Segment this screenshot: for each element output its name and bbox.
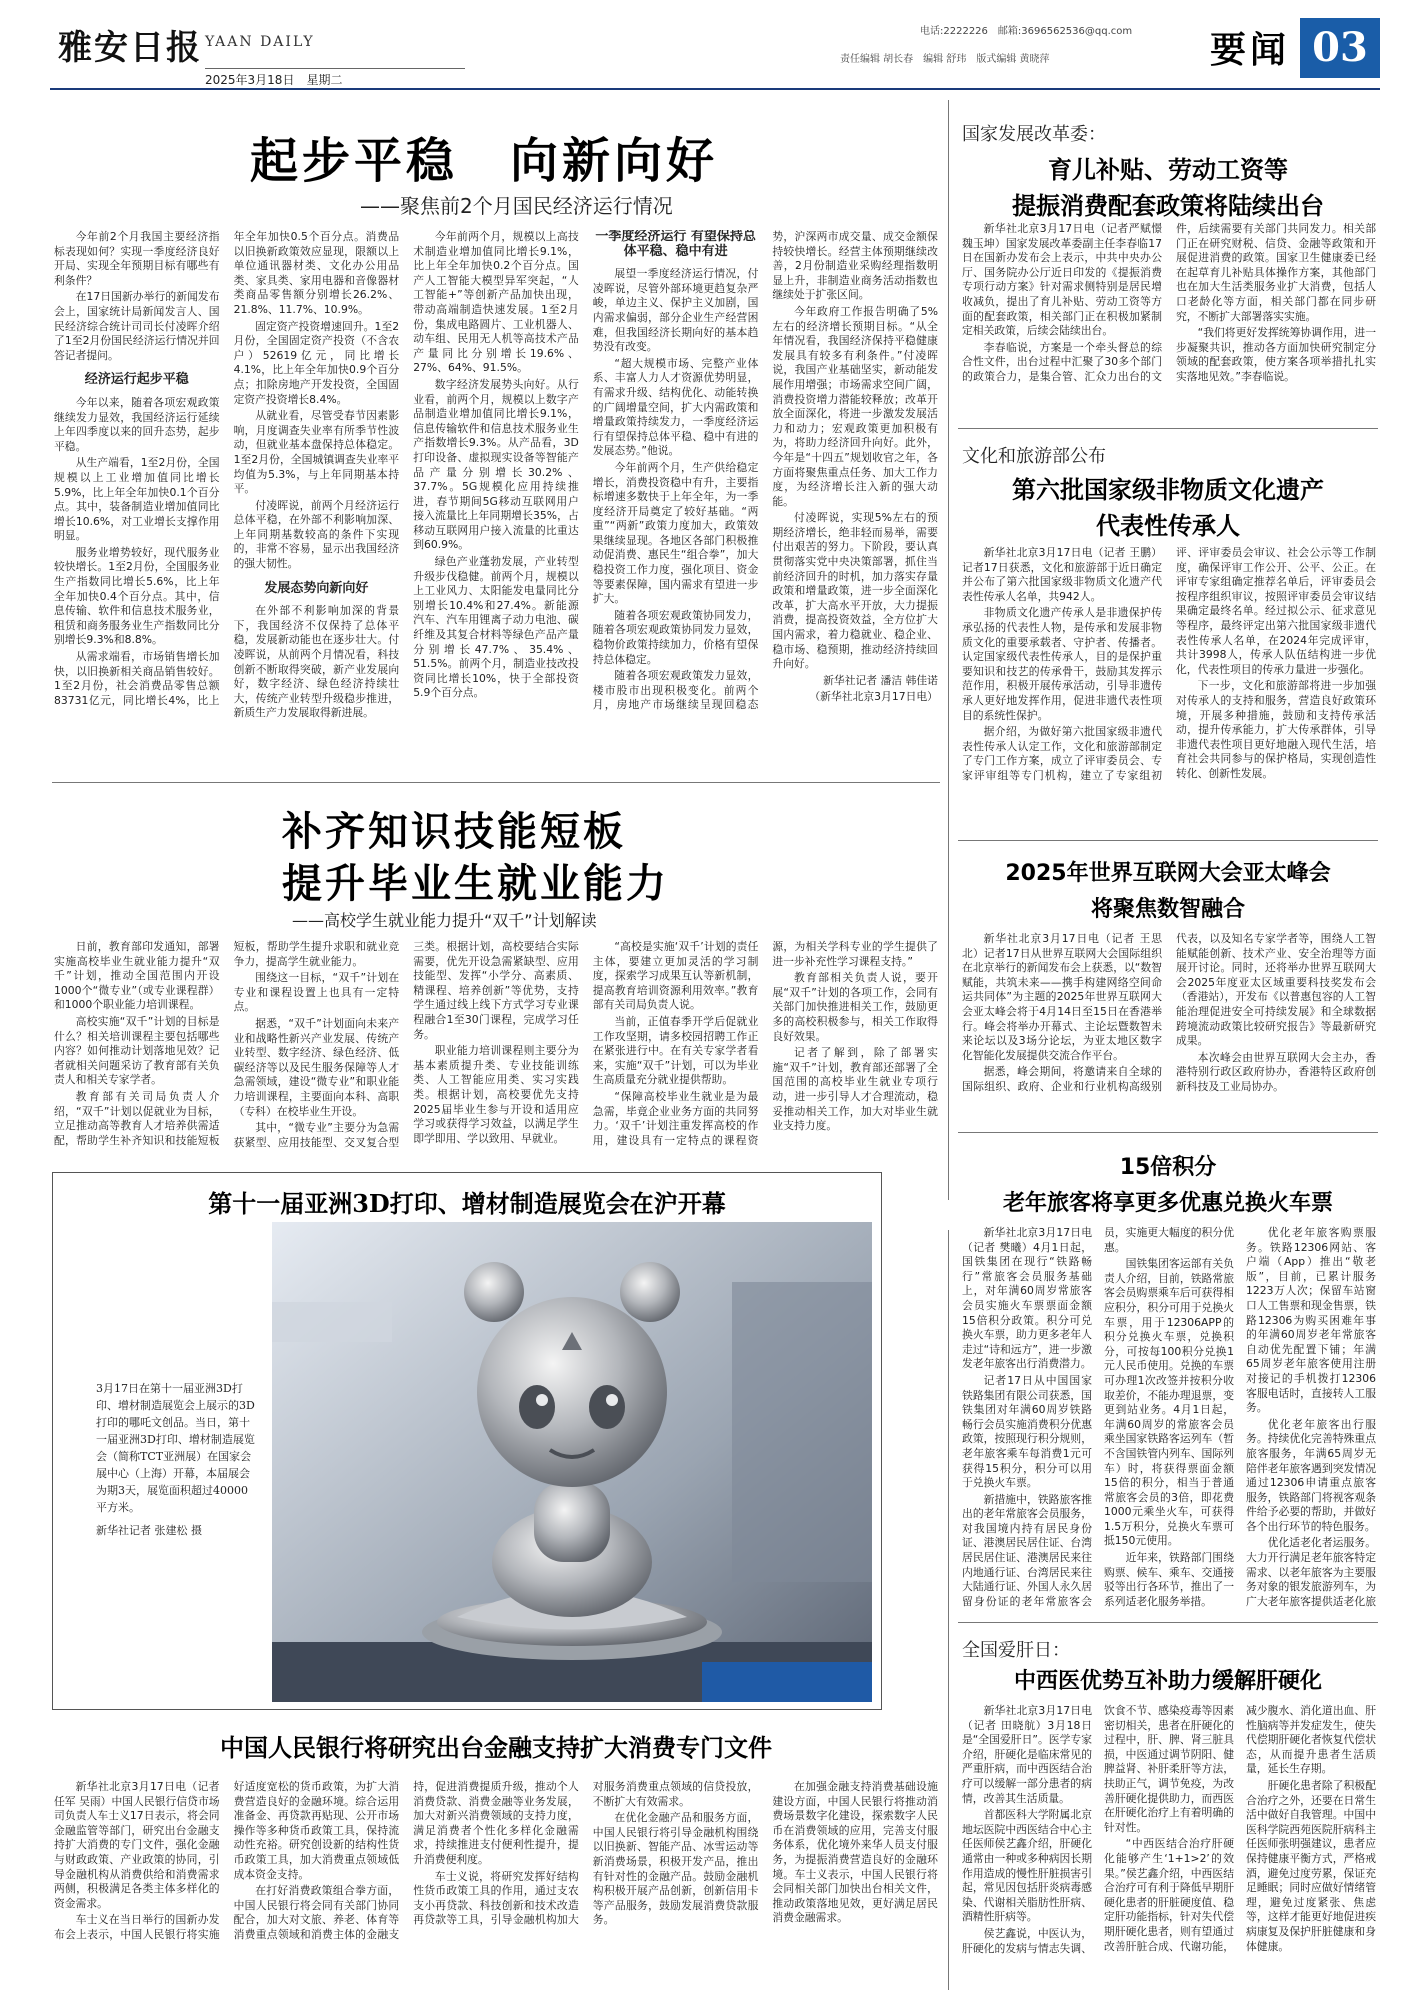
news-photo — [272, 1222, 872, 1702]
article7-title: 中西医优势互补助力缓解肝硬化 — [1013, 1669, 1322, 1694]
article3-body: 新华社北京3月17日电（记者 王鹏）记者17日获悉，文化和旅游部于近日确定并公布了第六批国家级非物质文化遗产代表性传承人名单，共942人。 非物质文化遗产传承人是非遗保护传承弘扬的代表性人物，是传承和发展非物质文化的重要承载者、守护者、传播者。认定国家级代表性传承人，目的是保护重要知识和技艺的传承骨干，鼓励其发挥示范作用，积极开展传承活动，引导非遗传承人更好地发挥作用，促进非遗代表性项目的系统性保护。 据介绍，为做好第六批国家级非遗代表性传承人认定工作，文化和旅游部制定了专门工作方案，成立了评审委员会、专家评审组等专门机构，建立了专家组初评、评审委员会审议、社会公示等工作制度，确保评审工作公开、公平、公正。在评审专家组确定推荐名单后，评审委员会按程序组织审议，按照评审委员会审议结果确定最终名单。经过拟公示、征求意见等程序，最终评定出第六批国家级非遗代表性传承人名单，在2024年完成评审，共计3998人，传承人队伍结构进一步优化，代表性项目的传承力量进一步强化。 下一步，文化和旅游部将进一步加强对传承人的支持和服务，营造良好政策环境，开展多种措施，鼓励和支持传承活动，提升传承能力，扩大传承群体，引导非遗代表性项目更好地融入现代生活，培育社会共同参与的保护格局，实现创造性转化、创新性发展。 — [962, 546, 1376, 782]
article5-title-line1: 补齐知识技能短板 — [282, 808, 626, 855]
article2-kicker: 国家发展改革委： — [962, 124, 1106, 145]
column-divider — [948, 1230, 949, 1990]
article3-title-line1: 第六批国家级非物质文化遗产 — [1012, 476, 1324, 504]
article2-title-line1: 育儿补贴、劳动工资等 — [1048, 156, 1288, 184]
photo-caption: 3月17日在第十一届亚洲3D打印、增材制造展览会上展示的3D打印的哪吒文创品。当日，第十一届亚洲3D打印、增材制造展览会（简称TCT亚洲展）在国家会展中心（上海）开幕，本届展会为期3天，展览面积超过40000平方米。 新华社记者 张建松 摄 — [96, 1382, 255, 1537]
section-divider — [52, 782, 940, 783]
article2-body: 新华社北京3月17日电（记者严赋憬 魏玉坤）国家发展改革委副主任李春临17日在国新办发布会上表示，中共中央办公厅、国务院办公厅近日印发的《提振消费专项行动方案》针对需求侧特别是居民增收减负，提出了育儿补贴、劳动工资等方面的配套政策，相关部门正在积极加紧制定相关政策，后续会陆续出台。 李春临说，方案是一个牵头督总的综合性文件，出台过程中汇聚了30多个部门的政策合力，是集合管、汇众力出台的文件，后续需要有关部门共同发力。相关部门正在研究财税、信贷、金融等政策和开展促进消费的政策。国家卫生健康委已经在起草育儿补贴具体操作方案，其他部门也在加大生活类服务业扩大消费，包括人口老龄化等方面，相关部门都在同步研究，不断扩大部署落实实施。 “我们将更好发挥统筹协调作用，进一步凝聚共识，推动各方面加快研究制定分领域的配套政策，使方案各项举措扎扎实实落地见效。”李春临说。 — [962, 222, 1376, 383]
article1-subtitle: ——聚焦前2个月国民经济运行情况 — [360, 194, 673, 218]
article4-title-line1: 2025年世界互联网大会亚太峰会 — [1005, 861, 1331, 886]
newspaper-english-name: YAAN DAILY — [205, 34, 315, 50]
issue-date: 2025年3月18日 星期二 — [205, 68, 465, 88]
contact-info: 电话:2222226 邮箱:3696562536@qq.com — [920, 26, 1133, 37]
section-divider — [958, 840, 1378, 841]
photo-news-title: 第十一届亚洲3D打印、增材制造展览会在沪开幕 — [208, 1189, 726, 1218]
section-divider — [958, 428, 1378, 429]
article5-body: 日前，教育部印发通知，部署实施高校毕业生就业能力提升“双千”计划，推动全国范围内开设1000个“微专业”（或专业课程群）和1000个职业能力培训课程。 高校实施“双千”计划的目标是什么？相关培训课程主要包括哪些内容？如何推动计划落地见效？记者就相关问题采访了教育部有关负责人和相关专家学者。 教育部有关司局负责人介绍，“双千”计划以促就业为目标，立足推动高等教育人才培养供需适配，帮助学生补齐知识和技能短板短板，帮助学生提升求职和就业竞争力，提高学生就业能力。 围绕这一目标，“双千”计划在专业和课程设置上也具有一定特点。 据悉，“双千”计划面向未来产业和战略性新兴产业发展、传统产业转型、数字经济、绿色经济、低碳经济等以及民生服务保障等人才急需领域，建设“微专业”和职业能力培训课程，主要面向本科、高职（专科）在校毕业生开设。 其中，“微专业”主要分为急需获紧型、应用技能型、交叉复合型三类。根据计划，高校要结合实际需要，优先开设急需紧缺型、应用技能型、发挥“小学分、高素质、精课程、培养创新”等优势，支持学生通过线上线下方式学习专业课程融合1至30门课程，完成学习任务。 职业能力培训课程则主要分为基本素质提升类、专业技能训练类、人工智能应用类、实习实践类。根据计划，高校要优先支持2025届毕业生参与开设和适用应学习或获得学习效益，以满足学生即学即用、学以致用、早就业。 “高校是实施‘双千’计划的责任主体，要建立更加灵活的学习制度，探索学习成果互认等新机制，提高教育培训资源利用效率。”教育部有关司局负责人说。 当前，正值春季开学后促就业工作攻坚期，请多校园招聘工作正在紧张进行中。在有关专家学者看来，实施“双千”计划，可以为毕业生高质量充分就业提供帮助。 “保障高校毕业生就业是为最急需，毕竟企业业务方面的共同努力。‘双千’计划注重发挥高校的作用，建设具有一定特点的课程资源，为相关学科专业的学生提供了进一步补充性学习课程支持。” 教育部相关负责人说，要开展“双千”计划的各项工作，会同有关部门加快推进相关工作，鼓励更多的高校积极参与，相关工作取得良好效果。 记者了解到，除了部署实施“双千”计划，教育部还部署了全国范围的高校毕业生就业专项行动，进一步引导人才合理流动，稳妥推动相关工作，加大对毕业生就业支持力度。 — [54, 940, 938, 1149]
article5-subtitle: ——高校学生就业能力提升“双千”计划解读 — [292, 911, 597, 930]
article3-title-line2: 代表性传承人 — [1096, 512, 1240, 540]
article6-title-line1: 15倍积分 — [1119, 1155, 1217, 1180]
column-divider — [948, 100, 949, 1200]
article5-title-line2: 提升毕业生就业能力 — [282, 860, 669, 907]
section-name: 要闻 — [1209, 30, 1290, 71]
article3-kicker: 文化和旅游部公布 — [962, 446, 1106, 467]
masthead — [50, 8, 1380, 90]
3d-printed-figure-illustration — [272, 1222, 872, 1702]
article1-body: 今年前2个月我国主要经济指标表现如何？实现一季度经济良好开局、实现全年预期目标有哪些有利条件？ 在17日国新办举行的新闻发布会上，国家统计局新闻发言人、国民经济综合统计司司长付凌晖介绍了1至2月份国民经济运行情况并回答记者提问。 经济运行起步平稳 今年以来，随着各项宏观政策继续发力显效，我国经济运行延续上年四季度以来的回升态势，起步平稳。 从生产端看，1至2月份，全国规模以上工业增加值同比增长5.9%，比上年全年加快0.1个百分点。其中，装备制造业增加值同比增长10.6%，对工业增长支撑作用明显。 服务业增势较好，现代服务业较快增长。1至2月份，全国服务业生产指数同比增长5.6%，比上年全年加快0.4个百分点。其中，信息传输、软件和信息技术服务业，租赁和商务服务业生产指数同比分别增长9.3%和8.8%。 从需求端看，市场销售增长加快，以旧换新相关商品销售较好。1至2月份，社会消费品零售总额83731亿元，同比增长4%，比上年全年加快0.5个百分点。消费品以旧换新政策效应显现，限额以上单位通讯器材类、文化办公用品类、家具类、家用电器和音像器材类商品零售额分别增长26.2%、21.8%、11.7%、10.9%。 固定资产投资增速回升。1至2月份，全国固定资产投资（不含农户）52619亿元，同比增长4.1%，比上年全年加快0.9个百分点；扣除房地产开发投资，全国固定资产投资增长8.4%。 从就业看，尽管受春节因素影响，月度调查失业率有所季节性波动，但就业基本盘保持总体稳定。1至2月份，全国城镇调查失业率平均值为5.3%，与上年同期基本持平。 付凌晖说，前两个月经济运行总体平稳，在外部不利影响加深、上年同期基数较高的条件下实现的，非常不容易，显示出我国经济的强大韧性。 发展态势向新向好 在外部不利影响加深的背景下，我国经济不仅保持了总体平稳，发展新动能也在逐步壮大。付凌晖说，从前两个月情况看，科技创新不断取得突破，新产业发展向好，数字经济、绿色经济持续壮大，传统产业转型升级稳步推进，新质生产力发展取得新进展。 今年前两个月，规模以上高技术制造业增加值同比增长9.1%，比上年全年加快0.2个百分点。国产人工智能大模型异军突起，“人工智能+”等创新产品加快出现，带动高端制造快速发展。1至2月份，集成电路圆片、工业机器人、动车组、民用无人机等高技术产品产量同比分别增长19.6%、27%、64%、91.5%。 数字经济发展势头向好。从行业看，前两个月，规模以上数字产品制造业增加值同比增长9.1%，信息传输软件和信息技术服务业生产指数增长9.3%。从产品看，3D打印设备、虚拟现实设备等智能产品产量分别增长30.2%、37.7%。5G规模化应用持续推进，春节期间5G移动互联网用户接入流量比上年同期增长35%，占移动互联网用户接入流量的比重达到60.9%。 绿色产业蓬勃发展，产业转型升级步伐稳健。前两个月，规模以上工业风力、太阳能发电量同比分别增长10.4%和27.4%。新能源汽车、汽车用锂离子动力电池、碳纤维及其复合材料等绿色产品产量分别增长47.7%、35.4%、51.5%。前两个月，制造业技改投资同比增长10%，快于全部投资5.9个百分点。 一季度经济运行 有望保持总体平稳、稳中有进 展望一季度经济运行情况，付凌晖说，尽管外部环境更趋复杂严峻，单边主义、保护主义加剧，国内需求偏弱，部分企业生产经营困难，但我国经济长期向好的基本趋势没有改变。 “超大规模市场、完整产业体系、丰富人力人才资源优势明显，有需求升级、结构优化、动能转换的广阔增量空间，扩大内需政策和增量政策持续发力，一季度经济运行有望保持总体平稳、稳中有进的发展态势。”他说。 今年前两个月，生产供给稳定增长，消费投资稳中有升，主要指标增速多数快于上年全年，为一季度经济开局奠定了较好基础。“两重”“两新”政策力度加大，政策效果继续显现。各地区各部门积极推动促消费、惠民生“组合拳”，加大稳投资工作力度，强化项目、资金等要素保障，国内需求有望进一步扩大。 随着各项宏观政策协同发力，随着各项宏观政策协同发力显效，稳物价政策持续加力，价格有望保持总体稳定。 随着各项宏观政策发力显效，楼市股市出现积极变化。前两个月，房地产市场继续呈现回稳态势，沪深两市成交量、成交金额保持较快增长。经营主体预期继续改善，2月份制造业采购经理指数明显上升，非制造业商务活动指数也继续处于扩张区间。 今年政府工作报告明确了5%左右的经济增长预期目标。“从全年情况看，我国经济保持平稳健康发展具有较多有利条件。”付凌晖说，我国产业基础坚实，新动能发展作用增强；市场需求空间广阔，消费投资增力潜能较释放；改革开放全面深化，将进一步激发发展活力和动力；宏观政策更加积极有为，将助力经济回升向好。此外，今年是“十四五”规划收官之年，各方面将聚焦重点任务、加大工作力度，为经济增长注入新的强大动能。 付凌晖说，实现5%左右的预期经济增长，绝非轻而易举，需要付出艰苦的努力。下阶段，要认真贯彻落实党中央决策部署，抓住当前经济回升的时机，加力落实存量政策和增量政策，进一步全面深化改革，扩大高水平开放，大力提振消费，提高投资效益，全方位扩大国内需求，着力稳就业、稳企业、稳市场、稳预期，推动经济持续回升向好。 新华社记者 潘洁 韩佳诺 （新华社北京3月17日电） — [54, 230, 938, 720]
article7-kicker: 全国爱肝日： — [962, 1640, 1070, 1661]
article9-body: 新华社北京3月17日电（记者 任军 吴雨）中国人民银行信贷市场司负责人车士义17日表示，将会同金融监管等部门，研究出台金融支持扩大消费的专门文件，强化金融与财政政策、产业政策的协同，引导金融机构从消费供给和消费需求两侧，积极满足各类主体多样化的资金需求。 车士义在当日举行的国新办发布会上表示，中国人民银行将实施好适度宽松的货币政策，为扩大消费营造良好的金融环境。综合运用准备金、再贷款再贴现、公开市场操作等多种货币政策工具，保持流动性充裕。研究创设新的结构性货币政策工具，加大消费重点领域低成本资金支持。 在打好消费政策组合拳方面，中国人民银行将会同有关部门协同配合，加大对文旅、养老、体育等消费重点领域和消费主体的金融支持，促进消费提质升级，推动个人消费贷款、消费金融等业务发展，加大对新兴消费领域的支持力度，满足消费者个性化多样化金融需求，持续推进支付便利性提升，提升消费便利度。 车士义说，将研究发挥好结构性货币政策工具的作用，通过支农支小再贷款、科技创新和技术改造再贷款等工具，引导金融机构加大对服务消费重点领域的信贷投放，不断扩大有效需求。 在优化金融产品和服务方面，中国人民银行将引导金融机构围绕以旧换新、智能产品、冰雪运动等新消费场景，积极开发产品，推出有针对性的金融产品。鼓励金融机构积极开展产品创新，创新信用卡等产品服务，鼓励发展消费贷款服务。 在加强金融支持消费基础设施建设方面，中国人民银行将推动消费场景数字化建设，探索数字人民币在消费领域的应用，完善支付服务体系，优化境外来华人员支付服务，为提振消费营造良好的金融环境。车士义表示，中国人民银行将会同相关部门加快出台相关文件，推动政策落地见效，更好满足居民消费金融需求。 — [54, 1780, 938, 1941]
article2-title-line2: 提振消费配套政策将陆续出台 — [1012, 192, 1324, 220]
article4-title-line2: 将聚焦数智融合 — [1090, 897, 1245, 922]
editor-credits: 责任编辑 胡长春 编辑 舒玮 版式编辑 黄晓萍 — [840, 54, 1050, 65]
page-number: 03 — [1300, 18, 1380, 78]
article9-title: 中国人民银行将研究出台金融支持扩大消费专门文件 — [220, 1734, 772, 1762]
article6-body: 新华社北京3月17日电（记者 樊曦）4月1日起，国铁集团在现行“铁路畅行”常旅客会员服务基础上，对年满60周岁常旅客会员实施火车票票面金额15倍积分政策。积分可兑换火车票，助力更多老年人走过“诗和远方”，进一步激发老年旅客出行消费潜力。 记者17日从中国国家铁路集团有限公司获悉，国铁集团对年满60周岁铁路畅行会员实施消费积分优惠政策，按照现行积分规则，老年旅客乘车每消费1元可获得15积分，积分可以用于兑换火车票。 新措施中，铁路旅客推出的老年常旅客会员服务，对我国境内持有居民身份证、港澳居民居住证、台湾居民居住证、港澳居民来往内地通行证、台湾居民来往大陆通行证、外国人永久居留身份证的老年常旅客会员，实施更大幅度的积分优惠。 国铁集团客运部有关负责人介绍，目前，铁路常旅客会员购票乘车后可获得相应积分，积分可用于兑换火车票，用于12306APP的积分兑换火车票，兑换积分，可按每100积分兑换1元人民币使用。兑换的车票可办理1次改签并按积分收取差价，不能办理退票，变更到站业务。4月1日起，年满60周岁的常旅客会员乘坐国家铁路客运列车（暂不含国铁管内列车、国际列车）时，将获得票面金额15倍的积分，相当于普通常旅客会员的3倍，即花费1000元乘坐火车，可获得1.5万积分，兑换火车票可抵150元使用。 近年来，铁路部门围绕购票、候车、乘车、交通接驳等出行各环节，推出了一系列适老化服务举措。 优化老年旅客购票服务。铁路12306网站、客户端（App）推出“敬老版”，目前，已累计服务1223万人次；保留车站窗口人工售票和现金售票，铁路12306为购买困难年事的年满60周岁老年常旅客自动优先配置下铺；年满65周岁老年旅客使用注册对接记的手机拨打12306客服电话时，直接转人工服务。 优化老年旅客出行服务。持续优化完善特殊重点旅客服务，年满65周岁无陪伴老年旅客遇到突发情况通过12306申请重点旅客服务，铁路部门将视客观条件给予必要的帮助，并做好各个出行环节的特色服务。 优化适老化者运服务。大力开行满足老年旅客特定需求、以老年旅客为主要服务对象的银发旅游列车，为广大老年旅客提供适老化旅 — [962, 1226, 1376, 1608]
article1-title: 起步平稳 向新向好 — [250, 133, 719, 189]
section-divider — [958, 1132, 1378, 1133]
article7-body: 新华社北京3月17日电（记者 田晓航）3月18日是“全国爱肝日”。医学专家介绍，肝硬化是临床常见的严重肝病，而中西医结合治疗可以缓解一部分患者的病情，改善其生活质量。 首都医科大学附属北京地坛医院中西医结合中心主任医师侯艺鑫介绍，肝硬化通常由一种或多种病因长期作用造成的慢性肝脏损害引起，常见因包括肝炎病毒感染、代谢相关脂肪性肝病、酒精性肝病等。 侯艺鑫说，中医认为，肝硬化的发病与情志失调、饮食不节、感染疫毒等因素密切相关，患者在肝硬化的过程中，肝、脾、肾三脏具损，中医通过调节阴阳、健脾益肾、补肝柔肝等方法，扶助正气，调节免疫，为改善肝硬化提供助力，而西医在肝硬化治疗上有着明确的针对性。 “中西医结合治疗肝硬化能够产生‘1+1>2’的效果。”侯艺鑫介绍，中西医结合治疗可有利于降低早期肝硬化患者的肝脏硬度值、稳定肝功能指标，针对失代偿期肝硬化患者，则有望通过改善肝脏合成、代谢功能，减少腹水、消化道出血、肝性脑病等并发症发生，使失代偿期肝硬化者恢复代偿状态，从而提升患者生活质量，延长生存期。 肝硬化患者除了积极配合治疗之外，还要在日常生活中做好自我管理。中国中医科学院西苑医院肝病科主任医师张明强建议，患者应保持健康平衡方式，严格戒酒，避免过度劳累，保证充足睡眠；同时应做好情绪管理，避免过度紧张、焦虑等，这样才能更好地促进疾病康复及保护肝脏健康和身体健康。 — [962, 1704, 1376, 1955]
section-divider — [958, 1622, 1378, 1623]
article6-title-line2: 老年旅客将享更多优惠兑换火车票 — [1002, 1191, 1333, 1216]
newspaper-logo: 雅安日报 — [58, 28, 202, 68]
article4-body: 新华社北京3月17日电（记者 王思北）记者17日从世界互联网大会国际组织在北京举行的新闻发布会上获悉，以“数智赋能，共筑未来——携手构建网络空间命运共同体”为主题的2025年世界互联网大会亚太峰会将于4月14日至15日在香港举行。峰会将举办开幕式、主论坛暨数智未来论坛以及3场分论坛，为亚太地区数字化智能化发展提供交流合作平台。 据悉，峰会期间，将邀请来自全球的国际组织、政府、企业和行业机构高级别代表，以及知名专家学者等，围绕人工智能赋能创新、技术产业、安全治理等方面展开讨论。同时，还将举办世界互联网大会2025年度亚太区域重要科技奖发布会（香港站），开发布《以普惠包容的人工智能治理促进安全可持续发展》和全球数据跨境流动政策比较研究报告》等最新研究成果。 本次峰会由世界互联网大会主办，香港特别行政区政府协办，香港特区政府创新科技及工业局协办。 — [962, 932, 1376, 1093]
